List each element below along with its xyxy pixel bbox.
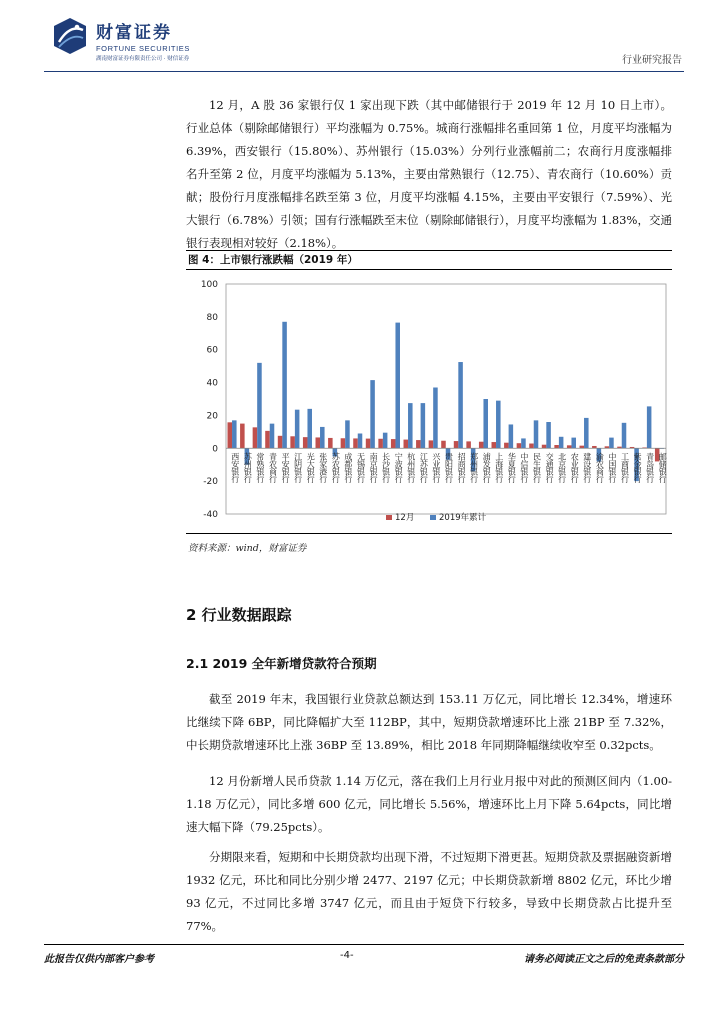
category-label: 苏州银行 xyxy=(243,452,253,483)
y-tick-label: -20 xyxy=(203,477,218,488)
y-tick-label: 80 xyxy=(206,312,218,323)
category-label: 杭州银行 xyxy=(406,452,416,483)
brand-name-cn: 财富证券 xyxy=(96,23,172,43)
category-label: 张家港行 xyxy=(318,452,328,483)
figure-title: 图 4：上市银行涨跌幅（2019 年） xyxy=(186,250,672,270)
footer-notice: 请务必阅读正文之后的免责条款部分 xyxy=(524,954,684,965)
bar-ytd xyxy=(370,380,375,448)
y-tick-label: 20 xyxy=(206,411,218,422)
bar-ytd xyxy=(584,418,589,448)
category-label: 北京银行 xyxy=(557,452,567,483)
loan-term-paragraph: 分期限来看，短期和中长期贷款均出现下滑，不过短期下滑更甚。短期贷款及票据融资新增 1932 亿元，环比和同比分别少增 2477、2197 亿元；中长期贷款新增 8802 亿元，环比少增 93 亿元，不过同比多增 3747 亿元，而且由于短贷下行较多，导致中长期贷款占比提升至 77%。 xyxy=(186,850,672,933)
bar-ytd xyxy=(483,399,488,448)
category-label: 华夏银行 xyxy=(507,452,517,483)
y-tick-label: 40 xyxy=(206,378,218,389)
y-tick-label: 0 xyxy=(212,444,218,455)
category-label: 兴业银行 xyxy=(431,452,441,483)
category-label: 建设银行 xyxy=(582,452,592,483)
bar-dec xyxy=(504,443,509,449)
bar-ytd xyxy=(257,363,262,448)
page-number: -4- xyxy=(340,950,354,961)
bar-ytd xyxy=(295,410,300,449)
bar-dec xyxy=(240,424,245,449)
loan-total-paragraph: 截至 2019 年末，我国银行业贷款总额达到 153.11 万亿元，同比增长 12.34%，增速环比继续下降 6BP，同比降幅扩大至 112BP，其中，短期贷款增速环比上涨 21BP 至 7.32%，中长期贷款增速环比上涨 36BP 至 13.89%，相比 2018 年同期降幅继续收窄至 0.32pcts。 xyxy=(186,692,672,752)
bar-ytd xyxy=(358,434,363,449)
category-label: 苏农银行 xyxy=(331,452,341,483)
bar-ytd xyxy=(496,401,501,449)
category-label: 平安银行 xyxy=(281,452,291,483)
bar-ytd xyxy=(509,424,514,448)
category-label: 渝农商行 xyxy=(595,452,605,483)
bar-ytd xyxy=(458,362,463,448)
brand-name-en: FORTUNE SECURITIES xyxy=(96,44,191,53)
bar-dec xyxy=(290,436,295,448)
bar-ytd xyxy=(320,427,325,448)
category-label: 成都银行 xyxy=(343,452,353,483)
category-label: 邮储银行 xyxy=(658,452,668,483)
bar-dec xyxy=(517,443,522,448)
bar-ytd xyxy=(421,403,426,448)
bar-dec xyxy=(265,431,270,448)
bar-dec xyxy=(416,440,421,448)
bar-dec xyxy=(454,441,459,448)
bar-dec xyxy=(391,439,396,448)
bar-dec xyxy=(529,444,534,449)
fortune-securities-logo-icon xyxy=(50,16,90,56)
category-label: 郑州银行 xyxy=(469,452,479,483)
category-label: 宁波银行 xyxy=(394,452,404,483)
legend-label: 2019年累计 xyxy=(439,513,487,523)
category-label: 青农商行 xyxy=(268,452,278,483)
intro-paragraph: 12 月，A 股 36 家银行仅 1 家出现下跌（其中邮储银行于 2019 年 12 月 10 日上市）。行业总体（剔除邮储银行）平均涨幅为 0.75%。城商行涨幅排名重回第 1 位，月度平均涨幅为 6.39%，西安银行（15.80%）、苏州银行（15.03%）分列行业涨幅前二；农商行月度涨幅排名升至第 2 位，月度平均涨幅为 5.13%，主要由常熟银行（12.75）、青农商行（10.60%）贡献；股份行月度涨幅排名跌至第 3 位，月度平均涨幅 4.15%，主要由平安银行（7.59%）、光大银行（6.78%）引领；国有行涨幅跌至末位（剔除邮储银行），月度平均涨幅为 1.83%，交通银行表现相对较好（2.18%）。 xyxy=(186,98,672,250)
bar-ytd xyxy=(232,420,237,448)
category-label: 南京银行 xyxy=(369,452,379,483)
y-tick-label: 100 xyxy=(200,280,218,290)
bar-dec xyxy=(567,445,572,448)
bar-dec xyxy=(278,436,283,448)
bar-ytd xyxy=(622,423,627,448)
figure-divider xyxy=(186,533,672,534)
bar-ytd xyxy=(534,420,539,448)
legend-label: 12月 xyxy=(395,513,415,523)
bar-ytd xyxy=(345,420,350,448)
bar-ytd xyxy=(383,433,388,449)
category-label: 民生银行 xyxy=(532,452,542,483)
footer-disclaimer: 此报告仅供内部客户参考 xyxy=(44,954,154,965)
bar-dec xyxy=(441,441,446,449)
section-heading: 2 行业数据跟踪 xyxy=(186,606,292,624)
bar-ytd xyxy=(395,323,400,449)
category-label: 青岛银行 xyxy=(645,452,655,483)
category-label: 农业银行 xyxy=(570,452,580,483)
category-label: 贵阳银行 xyxy=(444,452,454,483)
category-label: 长沙银行 xyxy=(381,452,391,483)
category-label: 工商银行 xyxy=(620,452,630,483)
category-label: 常熟银行 xyxy=(255,452,265,483)
y-tick-label: 60 xyxy=(206,345,218,356)
bar-dec xyxy=(542,445,547,449)
bar-dec xyxy=(228,422,233,448)
bar-dec xyxy=(316,437,321,448)
bar-dec xyxy=(303,437,308,448)
bar-dec xyxy=(466,441,471,448)
bar-dec xyxy=(429,440,434,448)
bar-ytd xyxy=(282,322,287,449)
bar-ytd xyxy=(408,403,413,448)
new-loans-paragraph: 12 月份新增人民币贷款 1.14 万亿元，落在我们上月行业月报中对此的预测区间内（1.00-1.18 万亿元），同比多增 600 亿元，同比增长 5.56%，增速环比上月下降 5.64pcts，同比增速大幅下降（79.25pcts）。 xyxy=(186,774,672,834)
bar-dec xyxy=(353,438,358,448)
report-type: 行业研究报告 xyxy=(622,55,682,66)
bar-ytd xyxy=(609,438,614,449)
bar-dec xyxy=(492,442,497,448)
bank-returns-chart xyxy=(186,276,672,528)
subsection-heading: 2.1 2019 全年新增贷款符合预期 xyxy=(186,656,377,671)
category-label: 招商银行 xyxy=(457,452,467,483)
bar-ytd xyxy=(559,437,564,449)
category-label: 交通银行 xyxy=(545,452,555,483)
bar-dec xyxy=(341,438,346,448)
category-label: 江阴银行 xyxy=(293,452,303,483)
category-label: 浦发银行 xyxy=(482,452,492,483)
page-header xyxy=(44,14,684,72)
bar-dec xyxy=(366,439,371,449)
bar-dec xyxy=(479,442,484,449)
category-label: 中国银行 xyxy=(607,452,617,483)
category-label: 西安银行 xyxy=(230,452,240,483)
bar-ytd xyxy=(546,422,551,448)
bar-ytd xyxy=(571,438,576,449)
page-footer xyxy=(44,944,684,966)
category-label: 光大银行 xyxy=(306,452,316,483)
bar-dec xyxy=(554,445,559,448)
brand-block xyxy=(96,18,190,62)
category-label: 紫金银行 xyxy=(633,452,643,483)
legend-swatch xyxy=(386,515,392,520)
category-label: 无锡银行 xyxy=(356,452,366,483)
legend-swatch xyxy=(430,515,436,520)
bar-ytd xyxy=(433,388,438,449)
y-tick-label: -40 xyxy=(203,510,218,520)
bar-ytd xyxy=(307,409,312,448)
brand-subtitle: 湖南财富证券有限责任公司 · 财信证券 xyxy=(96,56,190,62)
category-label: 上海银行 xyxy=(494,452,504,483)
category-label: 江苏银行 xyxy=(419,452,429,483)
bar-dec xyxy=(253,427,258,448)
bar-ytd xyxy=(647,406,652,448)
bar-ytd xyxy=(270,424,275,449)
bar-dec xyxy=(328,438,333,448)
category-label: 中信银行 xyxy=(519,452,529,483)
bar-dec xyxy=(378,439,383,449)
figure-source: 资料来源：wind，财富证券 xyxy=(188,543,307,554)
bar-ytd xyxy=(521,438,526,448)
bar-dec xyxy=(404,440,409,449)
